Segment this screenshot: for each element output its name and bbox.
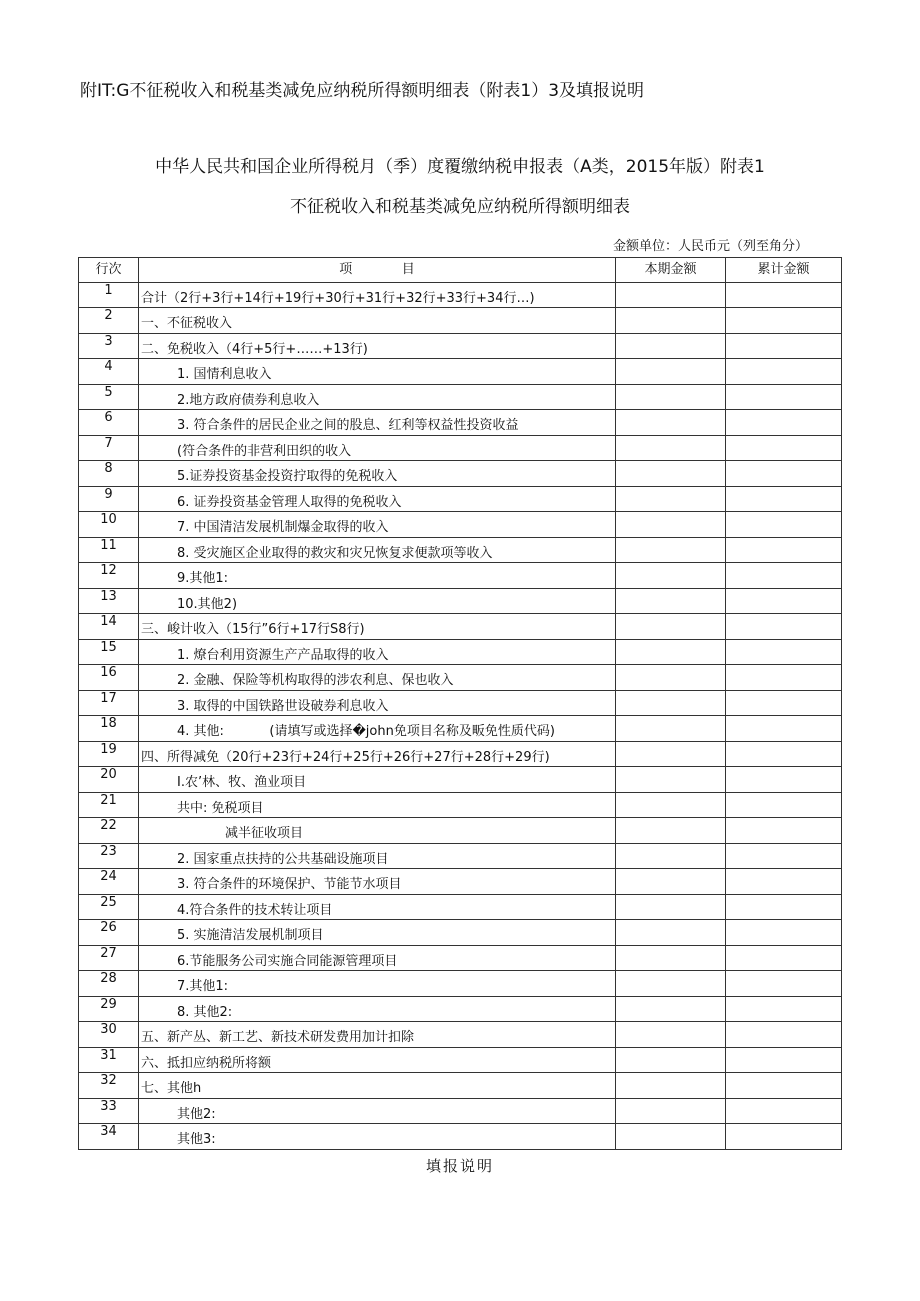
table-row [79,282,842,308]
current-amount-cell[interactable] [616,1124,726,1150]
row-item-label: 五、新产丛、新工艺、新技术研发费用加计扣除 [141,1030,415,1046]
row-item-label: 三、峻计收入（15行”6行+17行S8行) [141,622,365,638]
current-amount-cell[interactable] [616,1073,726,1099]
cumulative-amount-cell[interactable] [726,384,842,410]
row-number: 31 [79,1047,139,1073]
table-row [79,461,842,487]
row-number: 5 [79,384,139,410]
row-number: 30 [79,1022,139,1048]
row-number: 3 [79,333,139,359]
current-amount-cell[interactable] [616,614,726,640]
row-number: 15 [79,639,139,665]
current-amount-cell[interactable] [616,818,726,844]
row-number: 24 [79,869,139,895]
row-item [139,1047,616,1073]
cumulative-amount-cell[interactable] [726,741,842,767]
current-amount-cell[interactable] [616,869,726,895]
table-row [79,741,842,767]
row-item-label: 7. 中国清洁发展机制爆金取得的收入 [177,520,389,536]
row-item [139,1022,616,1048]
table-row [79,945,842,971]
table-row [79,818,842,844]
row-item [139,690,616,716]
cumulative-amount-cell[interactable] [726,869,842,895]
row-number: 8 [79,461,139,487]
cumulative-amount-cell[interactable] [726,920,842,946]
row-number: 17 [79,690,139,716]
current-amount-cell[interactable] [616,843,726,869]
row-item-label: 其他3: [177,1132,216,1148]
cumulative-amount-cell[interactable] [726,996,842,1022]
table-row [79,512,842,538]
row-item [139,639,616,665]
row-item [139,486,616,512]
current-amount-cell[interactable] [616,537,726,563]
cumulative-amount-cell[interactable] [726,410,842,436]
cumulative-amount-cell[interactable] [726,792,842,818]
row-number: 13 [79,588,139,614]
row-item-label: 10.其他2) [177,596,238,612]
current-amount-cell[interactable] [616,741,726,767]
row-item [139,920,616,946]
row-item [139,333,616,359]
cumulative-amount-cell[interactable] [726,461,842,487]
row-item [139,869,616,895]
detail-table [78,257,842,1150]
row-item-label: 9.其他1: [177,571,229,587]
cumulative-amount-cell[interactable] [726,945,842,971]
row-item [139,894,616,920]
row-item [139,435,616,461]
current-amount-cell[interactable] [616,792,726,818]
row-item [139,1124,616,1150]
current-amount-cell[interactable] [616,333,726,359]
cumulative-amount-cell[interactable] [726,537,842,563]
row-item-label: 其他2: [177,1106,216,1122]
row-number: 16 [79,665,139,691]
current-amount-cell[interactable] [616,410,726,436]
row-number: 9 [79,486,139,512]
current-amount-cell[interactable] [616,767,726,793]
current-amount-cell[interactable] [616,996,726,1022]
table-body [79,282,842,1149]
table-row [79,996,842,1022]
current-amount-cell[interactable] [616,1098,726,1124]
table-row [79,767,842,793]
row-item [139,384,616,410]
row-item [139,308,616,334]
row-item-label: 3. 符合条件的居民企业之间的股息、红利等权益性投资收益 [177,418,519,434]
table-row [79,588,842,614]
row-item-label: 六、抵扣应纳税所将额 [141,1055,272,1071]
cumulative-amount-cell[interactable] [726,818,842,844]
table-row [79,1047,842,1073]
row-item [139,843,616,869]
row-number: 1 [79,282,139,308]
current-amount-cell[interactable] [616,435,726,461]
table-row [79,971,842,997]
current-amount-cell[interactable] [616,563,726,589]
table-row [79,359,842,385]
row-item-label: 1. 国情利息收入 [177,367,272,383]
current-amount-cell[interactable] [616,920,726,946]
row-item [139,359,616,385]
row-number: 32 [79,1073,139,1099]
form-subtitle: 不征税收入和税基类减免应纳税所得额明细表 [290,197,630,217]
row-item-label: 6. 证券投资基金管理人取得的免税收入 [177,494,402,510]
table-row [79,920,842,946]
table-row [79,792,842,818]
row-item-label: 5. 实施清洁发展机制项目 [177,928,324,944]
current-amount-cell[interactable] [616,690,726,716]
cumulative-amount-cell[interactable] [726,971,842,997]
cumulative-amount-cell[interactable] [726,588,842,614]
row-item [139,512,616,538]
row-item-label: 2. 金融、保险等机构取得的涉农利息、保也收入 [177,673,454,689]
current-amount-cell[interactable] [616,1047,726,1073]
table-row [79,410,842,436]
row-number: 2 [79,308,139,334]
row-number: 12 [79,563,139,589]
row-item-label: 二、免税收入（4行+5行+……+13行) [141,341,368,357]
row-item [139,945,616,971]
table-row [79,563,842,589]
current-amount-cell[interactable] [616,894,726,920]
row-number: 20 [79,767,139,793]
row-item [139,410,616,436]
row-number: 21 [79,792,139,818]
table-row [79,1022,842,1048]
cumulative-amount-cell[interactable] [726,843,842,869]
row-number: 14 [79,614,139,640]
row-number: 25 [79,894,139,920]
table-row [79,894,842,920]
current-amount-cell[interactable] [616,461,726,487]
row-item-label: 2. 国家重点扶持的公共基础设施项目 [177,851,389,867]
row-number: 11 [79,537,139,563]
row-number: 28 [79,971,139,997]
row-number: 33 [79,1098,139,1124]
current-amount-cell[interactable] [616,665,726,691]
current-amount-cell[interactable] [616,308,726,334]
cumulative-amount-cell[interactable] [726,767,842,793]
cumulative-amount-cell[interactable] [726,435,842,461]
row-item-label: 减半征收项目 [225,826,304,842]
table-row [79,308,842,334]
current-amount-cell[interactable] [616,486,726,512]
row-number: 19 [79,741,139,767]
table-row [79,1073,842,1099]
row-number: 27 [79,945,139,971]
cumulative-amount-cell[interactable] [726,665,842,691]
filling-instructions-heading: 填报说明 [425,1157,494,1175]
row-item-label: 8. 受灾施区企业取得的救灾和灾兄恢复求便款项等收入 [177,545,493,561]
cumulative-amount-cell[interactable] [726,563,842,589]
cumulative-amount-cell[interactable] [726,1073,842,1099]
row-number: 29 [79,996,139,1022]
table-row [79,665,842,691]
row-number: 4 [79,359,139,385]
row-number: 6 [79,410,139,436]
table-row [79,1098,842,1124]
cumulative-amount-cell[interactable] [726,690,842,716]
current-amount-cell[interactable] [616,1022,726,1048]
row-number: 26 [79,920,139,946]
table-row [79,537,842,563]
table-row [79,384,842,410]
current-amount-cell[interactable] [616,512,726,538]
table-header-row [79,258,842,283]
current-amount-cell[interactable] [616,639,726,665]
row-item [139,741,616,767]
current-amount-cell[interactable] [616,384,726,410]
cumulative-amount-cell[interactable] [726,1124,842,1150]
table-row [79,639,842,665]
cumulative-amount-cell[interactable] [726,639,842,665]
row-item-label: 2.地方政府债券利息收入 [177,392,320,408]
current-amount-cell[interactable] [616,971,726,997]
row-item [139,282,616,308]
row-item-label: 四、所得减免（20行+23行+24行+25行+26行+27行+28行+29行) [141,749,550,765]
row-item [139,792,616,818]
cumulative-amount-cell[interactable] [726,282,842,308]
row-item-label: 5.证券投资基金投资拧取得的免税收入 [177,469,398,485]
row-item-label: 共中: 免税项目 [177,800,264,816]
row-number: 22 [79,818,139,844]
row-item [139,665,616,691]
row-number: 18 [79,716,139,742]
row-number: 23 [79,843,139,869]
amount-unit: 金额单位：人民币元（列至角分） [612,239,808,254]
row-item [139,563,616,589]
row-item [139,614,616,640]
row-item [139,588,616,614]
header-item [139,258,616,283]
row-item [139,767,616,793]
row-item-label: 4.符合条件的技术转让项目 [177,902,333,918]
cumulative-amount-cell[interactable] [726,1098,842,1124]
top-note: 附IT:G不征税收入和税基类减免应纳税所得额明细表（附表1）3及填报说明 [80,81,645,101]
cumulative-amount-cell[interactable] [726,614,842,640]
row-item-label: 3. 取得的中国铁路世设破券利息收入 [177,698,389,714]
cumulative-amount-cell[interactable] [726,1047,842,1073]
table-row [79,435,842,461]
row-item-label: 一、不征税收入 [141,316,233,332]
table-row [79,614,842,640]
row-item [139,461,616,487]
row-item-label: 1. 燎台利用资源生产产品取得的收入 [177,647,389,663]
table-row [79,869,842,895]
cumulative-amount-cell[interactable] [726,894,842,920]
header-current-amount: 本期金额 [616,258,726,283]
table-row [79,690,842,716]
cumulative-amount-cell[interactable] [726,512,842,538]
table-row [79,716,842,742]
row-item [139,971,616,997]
row-item-label: 3. 符合条件的环境保护、节能节水项目 [177,877,402,893]
row-item-label: 4. 其他: (请填写或选择�john免项目名称及畈免性质代码) [177,724,555,740]
header-row-number: 行次 [79,258,139,283]
current-amount-cell[interactable] [616,359,726,385]
table-row [79,486,842,512]
cumulative-amount-cell[interactable] [726,308,842,334]
header-cumulative-amount: 累计金额 [726,258,842,283]
row-item-label: 7.其他1: [177,979,229,995]
current-amount-cell[interactable] [616,282,726,308]
row-item-label: I.农’林、牧、渔业项目 [177,775,307,791]
table-row [79,333,842,359]
row-item-label: 6.节能服务公司实施合同能源管理项目 [177,953,398,969]
row-item [139,996,616,1022]
cumulative-amount-cell[interactable] [726,359,842,385]
cumulative-amount-cell[interactable] [726,333,842,359]
row-item [139,1073,616,1099]
current-amount-cell[interactable] [616,588,726,614]
cumulative-amount-cell[interactable] [726,1022,842,1048]
row-item [139,716,616,742]
current-amount-cell[interactable] [616,716,726,742]
row-item-label: 七、其他h [141,1081,202,1097]
cumulative-amount-cell[interactable] [726,486,842,512]
row-item-label: (符合条件的非营利田织的收入 [177,443,352,459]
form-title: 中华人民共和国企业所得税月（季）度覆缴纳税申报表（A类，2015年版）附表1 [155,157,765,177]
row-item [139,818,616,844]
row-item-label: 8. 其他2: [177,1004,233,1020]
row-item [139,537,616,563]
cumulative-amount-cell[interactable] [726,716,842,742]
row-item [139,1098,616,1124]
row-number: 7 [79,435,139,461]
row-item-label: 合计（2行+3行+14行+19行+30行+31行+32行+33行+34行…) [141,290,535,306]
table-row [79,1124,842,1150]
row-number: 10 [79,512,139,538]
header-item-label: 项 目 [339,261,415,277]
table-row [79,843,842,869]
current-amount-cell[interactable] [616,945,726,971]
row-number: 34 [79,1124,139,1150]
